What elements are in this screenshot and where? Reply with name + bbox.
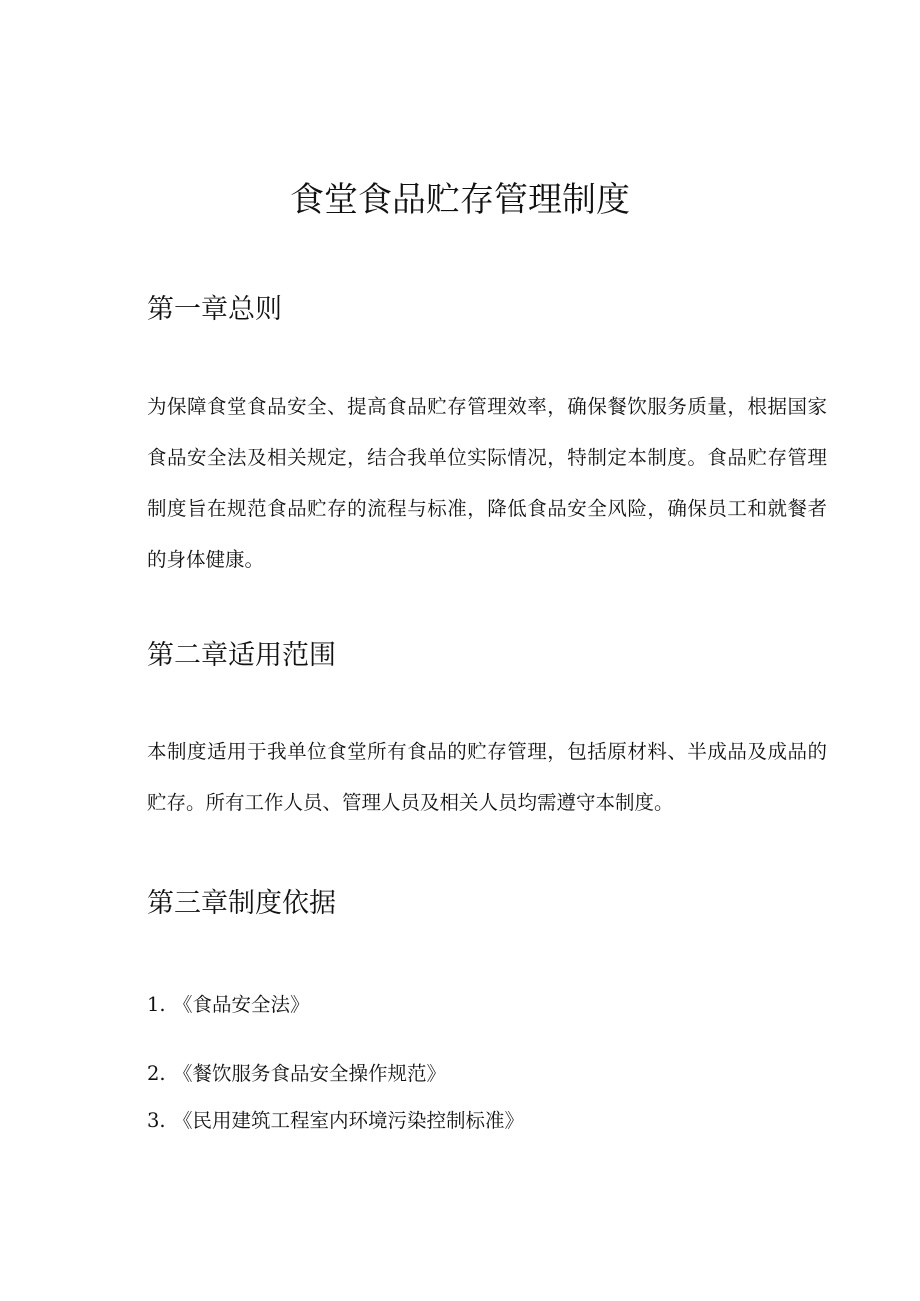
- list-item-number: 2.: [147, 1062, 166, 1085]
- section-body-1-text: 为保障食堂食品安全、提高食品贮存管理效率，确保餐饮服务质量，根据国家食品安全法及相关规定，结合我单位实际情况，特制定本制度。食品贮存管理制度旨在规范食品贮存的流程与标准，降低食品安全风险，确保员工和就餐者的身体健康。: [147, 395, 827, 571]
- list-item: [147, 990, 310, 1020]
- list-item-text: 《餐饮服务食品安全操作规范》: [173, 1062, 447, 1085]
- section-body-2-text: 本制度适用于我单位食堂所有食品的贮存管理，包括原材料、半成品及成品的贮存。所有工作人员、管理人员及相关人员均需遵守本制度。: [147, 740, 827, 814]
- list-item-number: 1.: [147, 993, 166, 1016]
- list-item: [147, 1059, 446, 1089]
- section-body-1: [147, 381, 827, 585]
- section-heading-3: 第三章制度依据: [147, 888, 336, 919]
- list-item-text: 《食品安全法》: [173, 993, 310, 1016]
- section-body-2: [147, 726, 827, 828]
- document-title: 食堂食品贮存管理制度: [290, 180, 630, 220]
- section-heading-1: 第一章总则: [147, 294, 282, 325]
- list-item-text: 《民用建筑工程室内环境污染控制标准》: [173, 1109, 525, 1132]
- section-heading-2: 第二章适用范围: [147, 640, 336, 671]
- list-item-number: 3.: [147, 1109, 166, 1132]
- list-item: [147, 1106, 524, 1136]
